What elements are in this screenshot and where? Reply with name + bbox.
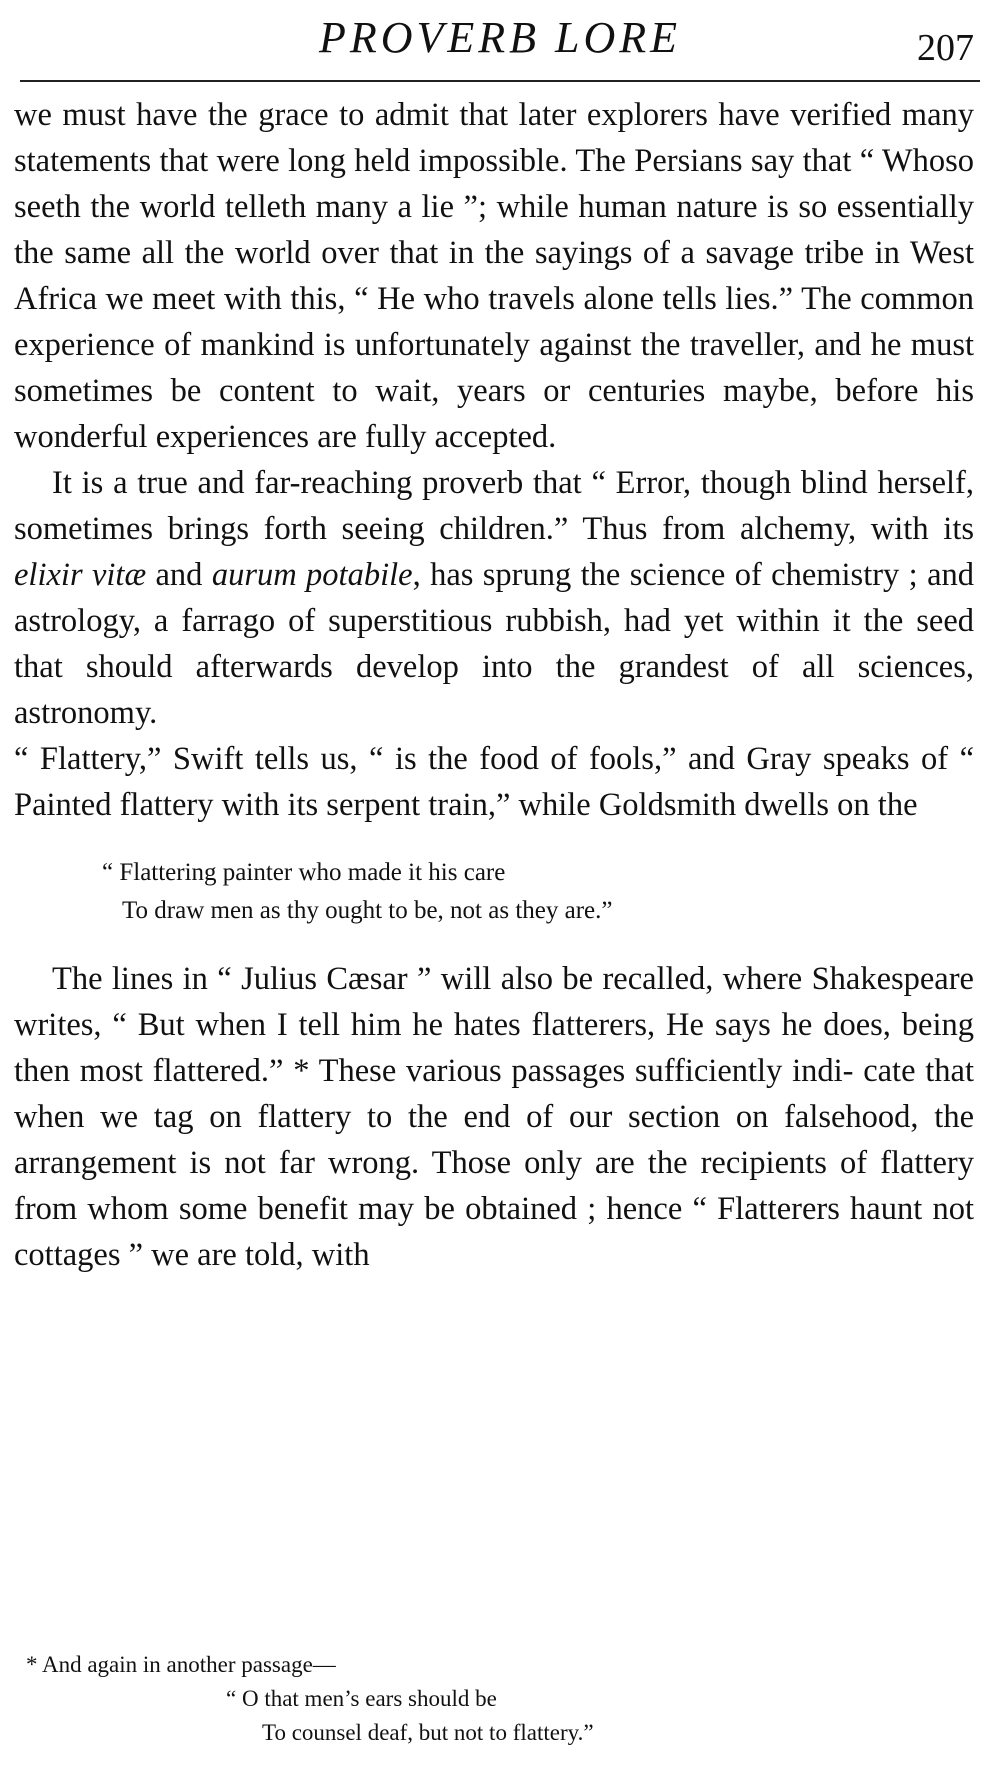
aurum-potabile-phrase: aurum potabile <box>211 557 413 593</box>
paragraph-travellers-text: we must have the grace to admit that later explorers have verified many statements that were long held impossible. The Persians say that “ Whoso seeth the world telleth many a lie ”; while human nature is so essentially the same all the world over that in the sayings of a savage tribe in West Africa we meet with this, “ He who travels alone tells lies.” The common experience of mankind is unfortunately against the traveller, and he must sometimes be content to wait, years or centuries maybe, before his wonderful experiences are fully accepted. <box>14 97 974 455</box>
body-text <box>14 92 974 1278</box>
goldsmith-verse <box>102 854 974 930</box>
footnote-verse-line-1: “ O that men’s ears should be <box>226 1686 497 1711</box>
paragraph-travellers <box>14 92 974 460</box>
paragraph-julius-caesar-text: The lines in “ Julius Cæsar ” will also be recalled, where Shakespeare writes, “ But when I tell him he hates flatterers, He says he does, being then most flattered.” * These various passages sufficiently indi- cate that when we tag on flattery to the end of our section on falsehood, the arrangement is not far wrong. Those only are the recipients of flattery from whom some benefit may be obtained ; hence “ Flatterers haunt not cottages ” we are told, with <box>14 961 974 1273</box>
running-head <box>20 10 980 70</box>
paragraph-flattery <box>14 736 974 828</box>
footnote-intro: * And again in another passage— <box>26 1652 336 1677</box>
paragraph-flattery-text: “ Flattery,” Swift tells us, “ is the food of fools,” and Gray speaks of “ Painted flattery with its serpent train,” while Goldsmith dwells on the <box>14 741 974 823</box>
paragraph-error-text-1: It is a true and far-reaching proverb that “ Error, though blind herself, sometimes brings forth seeing children.” Thus from alchemy, with its <box>14 465 974 547</box>
verse-line-2: To draw men as thy ought to be, not as they are.” <box>122 897 613 924</box>
page-number: 207 <box>917 27 974 69</box>
footnote <box>26 1648 966 1750</box>
elixir-vitae-phrase: elixir vitæ <box>14 557 147 593</box>
paragraph-error-text-3: , has sprung the science of chemistry ; and astrology, a farrago of superstitious rubbish, had yet within it the seed that should afterwards develop into the grandest of all sciences, astronomy. <box>14 557 975 731</box>
footnote-verse-line-2: To counsel deaf, but not to flattery.” <box>262 1720 594 1745</box>
paragraph-julius-caesar <box>14 956 974 1278</box>
paragraph-error-text-2: and <box>146 557 212 593</box>
verse-line-1: “ Flattering painter who made it his care <box>102 859 506 886</box>
paragraph-error <box>14 460 974 736</box>
running-title: PROVERB LORE <box>318 13 682 62</box>
header-rule <box>20 80 980 82</box>
